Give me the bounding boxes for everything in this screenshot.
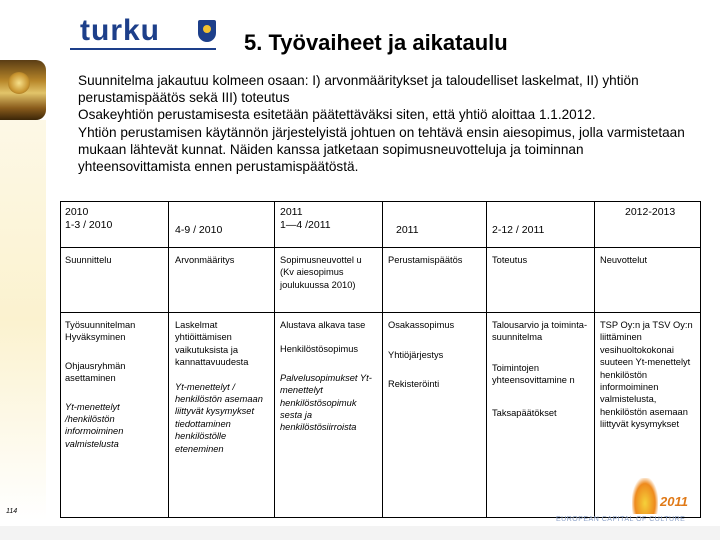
- decorative-band: [0, 120, 46, 520]
- header-cell-4: 2011: [396, 224, 419, 236]
- schedule-table: [60, 201, 701, 518]
- row1-cell-6: Neuvottelut: [600, 255, 648, 265]
- crest-icon: [198, 20, 216, 42]
- row2-cell-4: [388, 319, 484, 390]
- row2-cell-3: [280, 319, 378, 434]
- header-cell-5: 2-12 / 2011: [492, 224, 545, 236]
- page-title: 5. Työvaiheet ja aikataulu: [244, 30, 508, 55]
- page-number: 114: [6, 508, 18, 515]
- intro-paragraph-1: Suunnitelma jakautuu kolmeen osaan: I) arvonmääritykset ja taloudelliset laskelmat, II) yhtiön perustamispäätös sekä III) toteutus: [78, 73, 639, 106]
- cell-item: Palvelusopimukset Yt-menettelyt henkilöstösopimuk sesta ja henkilöstösiirroista: [280, 372, 372, 433]
- header-cell-2: 4-9 / 2010: [175, 224, 223, 236]
- cell-item: Osakassopimus: [388, 320, 455, 330]
- logo-text: turku: [80, 14, 160, 47]
- capital-of-culture-logo: [556, 478, 706, 528]
- footer-band: [0, 526, 720, 540]
- row1-cell-5: Toteutus: [492, 255, 528, 265]
- row1-cell-1: Suunnittelu: [65, 255, 112, 265]
- header-cell-3: [280, 206, 380, 232]
- row1-cell-3: Sopimusneuvottel u (Kv aiesopimus joulukuussa 2010): [280, 255, 362, 290]
- cell-item: Taksapäätökset: [492, 407, 557, 418]
- cell-item: Yt-menettelyt /henkilöstön informoiminen valmistelusta: [65, 401, 124, 449]
- intro-text: [78, 72, 698, 175]
- header-period: 1-3 / 2010: [65, 219, 113, 231]
- header-period: 1—4 /2011: [280, 219, 331, 231]
- row2-cell-2: [175, 319, 271, 455]
- header-cell-6: 2012-2013: [625, 206, 676, 218]
- row2-cell-5: [492, 319, 592, 419]
- cell-item: Työsuunnitelman Hyväksyminen: [65, 320, 136, 343]
- row1-cell-4: Perustamispäätös: [388, 255, 463, 265]
- intro-paragraph-2: Osakeyhtiön perustamisesta esitetään päätettäväksi siten, että yhtiö aloittaa 1.1.2012.: [78, 107, 596, 123]
- row2-cell-1: [65, 319, 165, 450]
- flame-icon: [632, 478, 658, 514]
- row2-cell-6: TSP Oy:n ja TSV Oy:n liittäminen vesihuoltokokonai suuteen Yt-menettelyt henkilöstön informoiminen valmistelusta, henkilöstön asemaan liittyvät kysymykset: [600, 320, 693, 430]
- cathedral-photo: [0, 60, 46, 120]
- capital-year: 2011: [660, 494, 688, 509]
- cell-item: Toimintojen yhteensovittamine n: [492, 362, 575, 386]
- cell-item: Alustava alkava tase: [280, 320, 366, 330]
- logo-underline: [70, 48, 216, 50]
- cell-item: Ohjausryhmän asettaminen: [65, 360, 126, 384]
- capital-text: EUROPEAN CAPITAL OF CULTURE: [556, 516, 686, 523]
- header-cell-1: [65, 206, 165, 232]
- cell-item: Yhtiöjärjestys: [388, 350, 444, 361]
- header-year: 2011: [280, 206, 303, 218]
- intro-paragraph-3: Yhtiön perustamisen käytännön järjestelyistä johtuen on tehtävä ensin aiesopimus, jolla varmistetaan mukaan lähtevät kunnat. Näiden kanssa jatketaan sopimusneuvotteluja ja toiminnan yhteensovittamista ennen perustamispäätöstä.: [78, 124, 685, 175]
- header-year: 2010: [65, 206, 89, 218]
- cell-item: Laskelmat yhtiöittämisen vaikutuksista ja kannattavuudesta: [175, 320, 249, 368]
- cell-item: Henkilöstösopimus: [280, 344, 359, 355]
- cell-item: Yt-menettelyt / henkilöstön asemaan liittyvät kysymykset tiedottaminen henkilöstölle eteneminen: [175, 381, 263, 454]
- turku-logo: [70, 12, 216, 48]
- cell-item: Talousarvio ja toiminta-suunnitelma: [492, 320, 588, 343]
- row1-cell-2: Arvonmääritys: [175, 255, 235, 265]
- cell-item: Rekisteröinti: [388, 378, 440, 389]
